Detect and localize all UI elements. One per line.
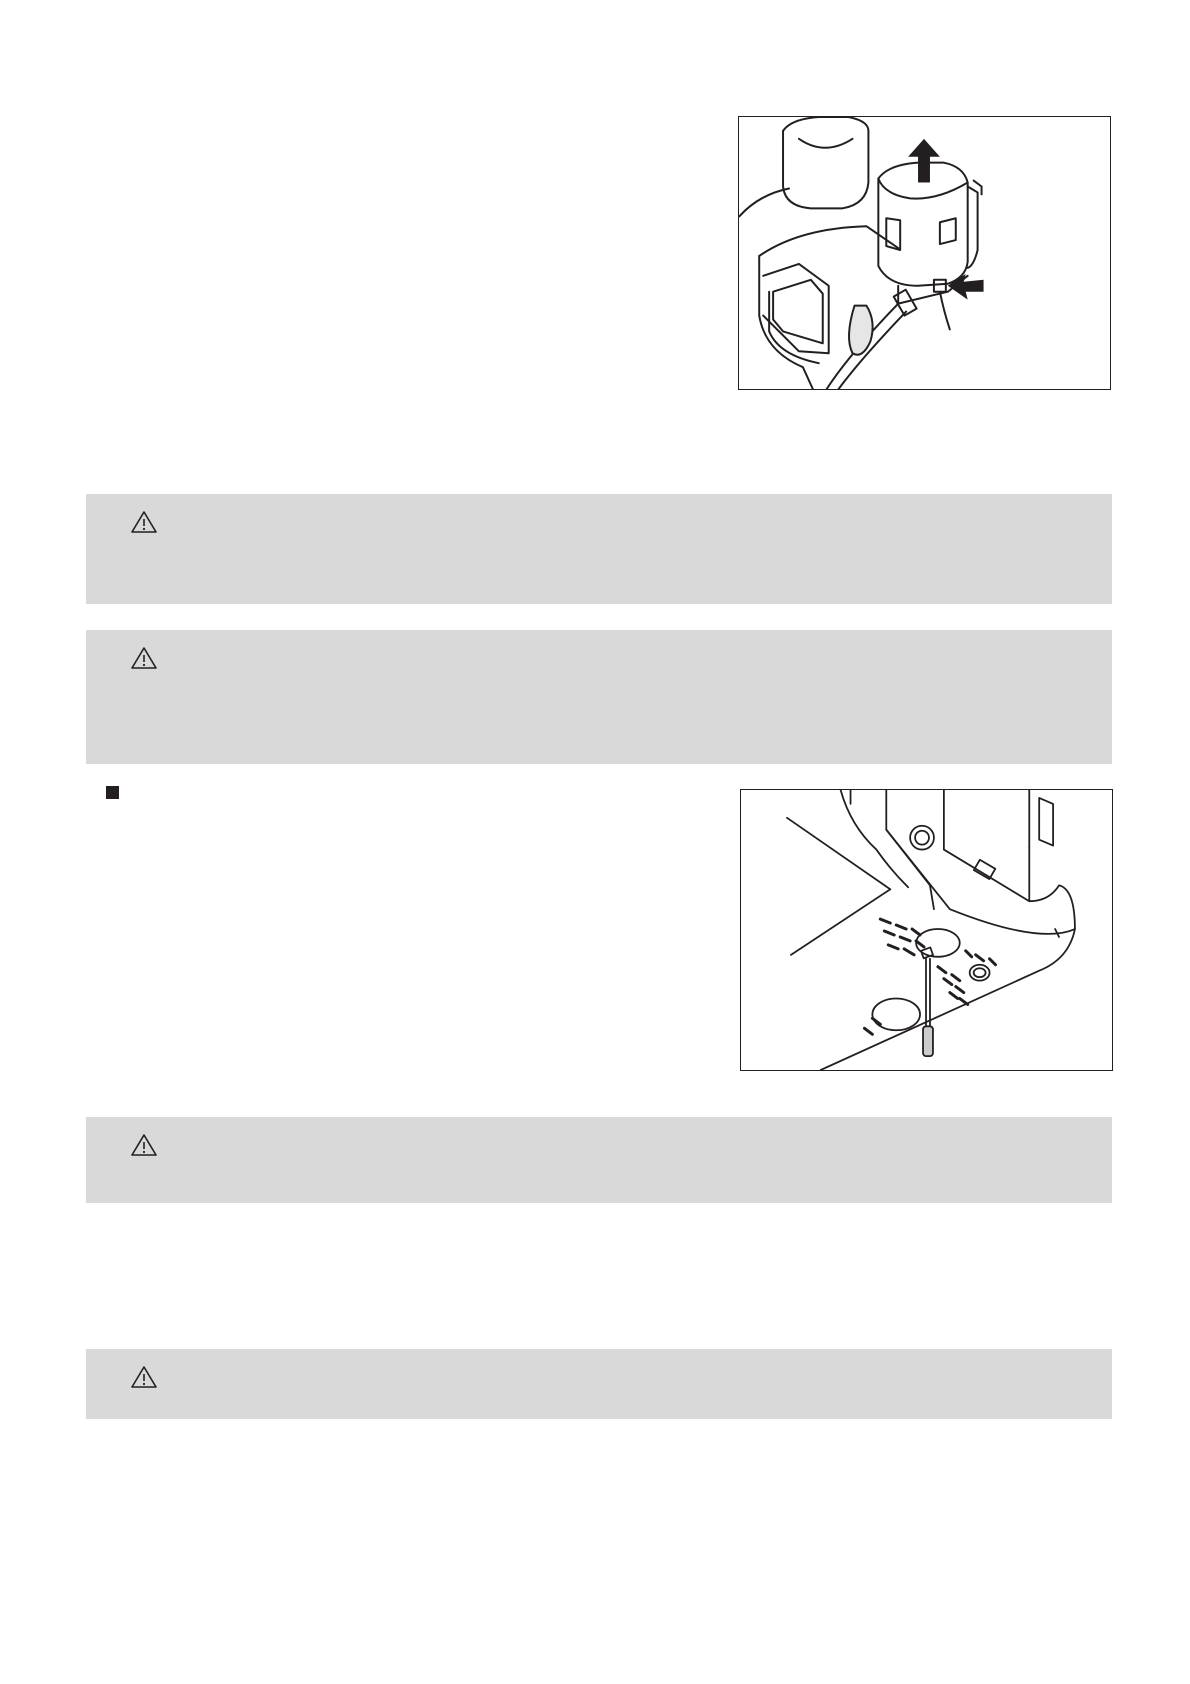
square-bullet-icon <box>106 786 119 799</box>
caution-note-1 <box>86 494 1112 604</box>
drain-screw-figure <box>740 789 1113 1071</box>
caution-note-3 <box>86 1117 1112 1203</box>
water-tank-removal-figure <box>738 116 1111 390</box>
caution-note-2 <box>86 630 1112 764</box>
drain-screw-illustration <box>741 790 1112 1070</box>
warning-triangle-icon <box>130 646 158 670</box>
warning-triangle-icon <box>130 510 158 534</box>
warning-triangle-icon <box>130 1133 158 1157</box>
caution-note-4 <box>86 1349 1112 1419</box>
water-tank-illustration <box>739 117 1110 389</box>
warning-triangle-icon <box>130 1365 158 1389</box>
